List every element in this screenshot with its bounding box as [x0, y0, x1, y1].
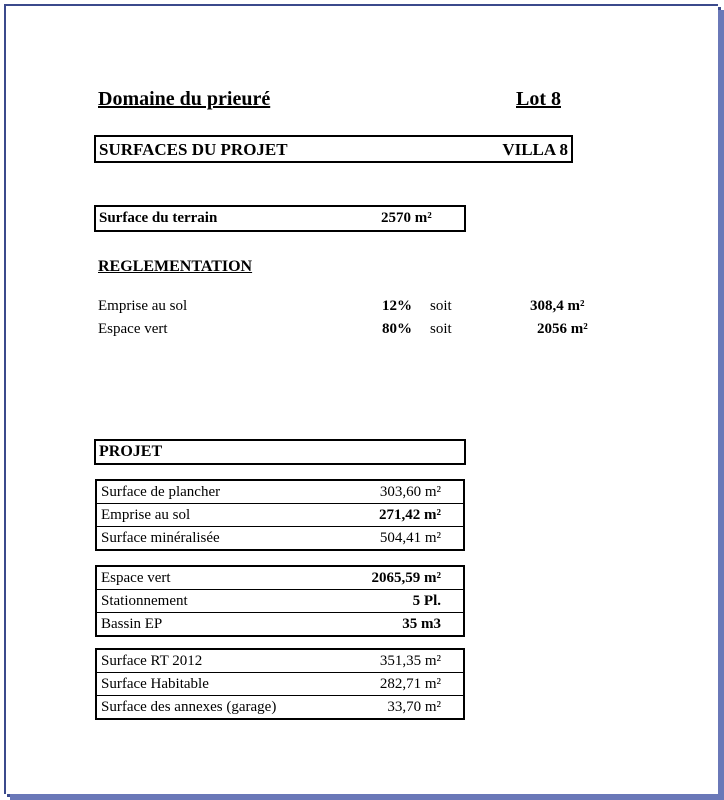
villa-label: VILLA 8: [502, 140, 568, 159]
row-value: 2065,59 m²: [287, 566, 464, 590]
projet-table-2: [95, 565, 465, 637]
projet-heading-box: [94, 439, 466, 465]
row-label: Emprise au sol: [96, 504, 287, 527]
table-row: [96, 649, 464, 673]
row-value: 303,60 m²: [287, 480, 464, 504]
row-value: 271,42 m²: [287, 504, 464, 527]
reglementation-heading: REGLEMENTATION: [98, 258, 253, 275]
reg-row-value: 2056 m²: [537, 321, 588, 337]
projet-heading: PROJET: [99, 443, 163, 460]
projet-table-1: [95, 479, 465, 551]
row-value: 5 Pl.: [287, 590, 464, 613]
reg-row-value: 308,4 m²: [530, 298, 585, 314]
lot-title: Lot 8: [516, 88, 561, 110]
reg-row-soit: soit: [430, 298, 452, 314]
terrain-label: Surface du terrain: [99, 210, 218, 226]
row-label: Surface de plancher: [96, 480, 287, 504]
domain-title: Domaine du prieuré: [98, 88, 271, 110]
row-value: 33,70 m²: [287, 696, 464, 720]
row-label: Surface des annexes (garage): [96, 696, 287, 720]
table-row: [96, 527, 464, 551]
project-surfaces-bar: [94, 135, 573, 163]
table-row: [96, 696, 464, 720]
reg-row-label: Emprise au sol: [98, 298, 188, 314]
reg-row-pct: 12%: [382, 298, 412, 314]
table-row: [96, 613, 464, 637]
project-surfaces-title: SURFACES DU PROJET: [99, 140, 288, 159]
reg-row-soit: soit: [430, 321, 452, 337]
row-value: 35 m3: [287, 613, 464, 637]
row-value: 351,35 m²: [287, 649, 464, 673]
table-row: [96, 590, 464, 613]
row-label: Espace vert: [96, 566, 287, 590]
table-row: [96, 566, 464, 590]
row-value: 282,71 m²: [287, 673, 464, 696]
reg-row-pct: 80%: [382, 321, 412, 337]
projet-table-3: [95, 648, 465, 720]
table-row: [96, 673, 464, 696]
terrain-value: 2570 m²: [381, 210, 432, 226]
reg-row-label: Espace vert: [98, 321, 168, 337]
table-row: [96, 480, 464, 504]
table-row: [96, 504, 464, 527]
terrain-box: [94, 205, 466, 232]
row-label: Bassin EP: [96, 613, 287, 637]
row-label: Stationnement: [96, 590, 287, 613]
row-label: Surface RT 2012: [96, 649, 287, 673]
row-label: Surface minéralisée: [96, 527, 287, 551]
row-label: Surface Habitable: [96, 673, 287, 696]
row-value: 504,41 m²: [287, 527, 464, 551]
